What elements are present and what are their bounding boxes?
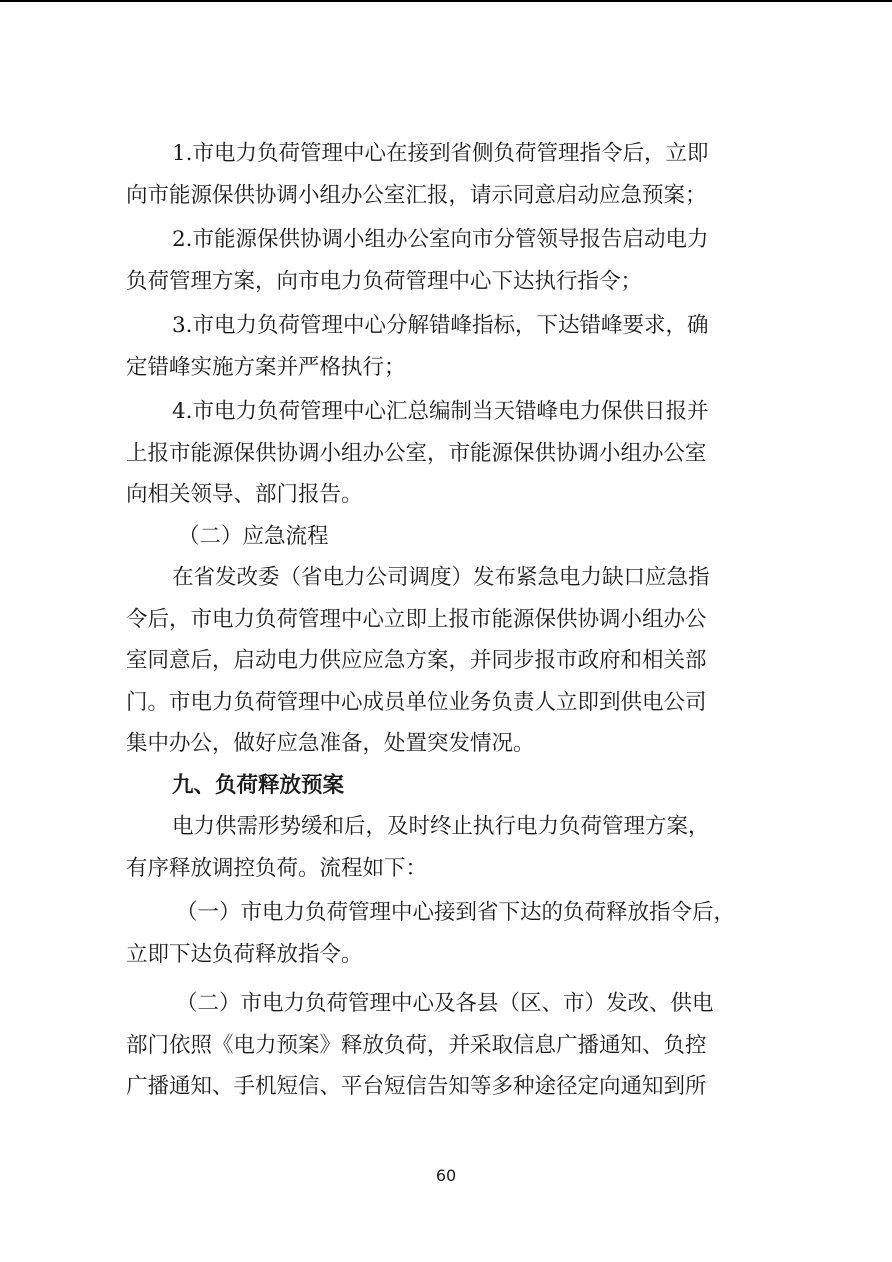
section-subheading: （二）应急流程 [178,523,329,549]
document-body [126,133,776,1108]
paragraph-line: 立即下达负荷释放指令。 [126,941,363,967]
paragraph-line: 集中办公，做好应急准备，处置突发情况。 [126,731,535,756]
paragraph-line: 有序释放调控负荷。流程如下： [126,855,428,881]
paragraph-line: 向相关领导、部门报告。 [126,482,363,507]
paragraph-line: 定错峰实施方案并严格执行； [126,354,406,380]
paragraph-line: （一）市电力负荷管理中心接到省下达的负荷释放指令后， [176,900,736,925]
page-number: 60 [435,1166,457,1185]
paragraph-line: 电力供需形势缓和后，及时终止执行电力负荷管理方案， [172,814,710,839]
paragraph-line: 部门依照《电力预案》释放负荷，并采取信息广播通知、负控 [126,1032,707,1058]
paragraph-line: 1.市电力负荷管理中心在接到省侧负荷管理指令后，立即 [172,141,709,166]
paragraph-line: 上报市能源保供协调小组办公室，市能源保供协调小组办公室 [126,440,707,466]
paragraph-line: 在省发改委（省电力公司调度）发布紧急电力缺口应急指 [172,565,710,590]
paragraph-line: 4.市电力负荷管理中心汇总编制当天错峰电力保供日报并 [172,399,709,424]
paragraph-line: 广播通知、手机短信、平台短信告知等多种途径定向通知到所 [126,1074,707,1099]
paragraph-line: 令后，市电力负荷管理中心立即上报市能源保供协调小组办公 [126,606,707,632]
paragraph-line: 负荷管理方案，向市电力负荷管理中心下达执行指令； [126,268,643,294]
top-border-rule [0,0,892,2]
paragraph-line: 向市能源保供协调小组办公室汇报，请示同意启动应急预案； [126,182,707,208]
paragraph-line: 3.市电力负荷管理中心分解错峰指标，下达错峰要求，确 [172,313,709,338]
paragraph-line: 2.市能源保供协调小组办公室向市分管领导报告启动电力 [172,227,709,252]
section-heading: 九、负荷释放预案 [172,772,345,798]
paragraph-line: 室同意后，启动电力供应应急方案，并同步报市政府和相关部 [126,648,707,673]
paragraph-line: （二）市电力负荷管理中心及各县（区、市）发改、供电 [176,991,714,1016]
paragraph-line: 门。市电力负荷管理中心成员单位业务负责人立即到供电公司 [126,689,707,715]
